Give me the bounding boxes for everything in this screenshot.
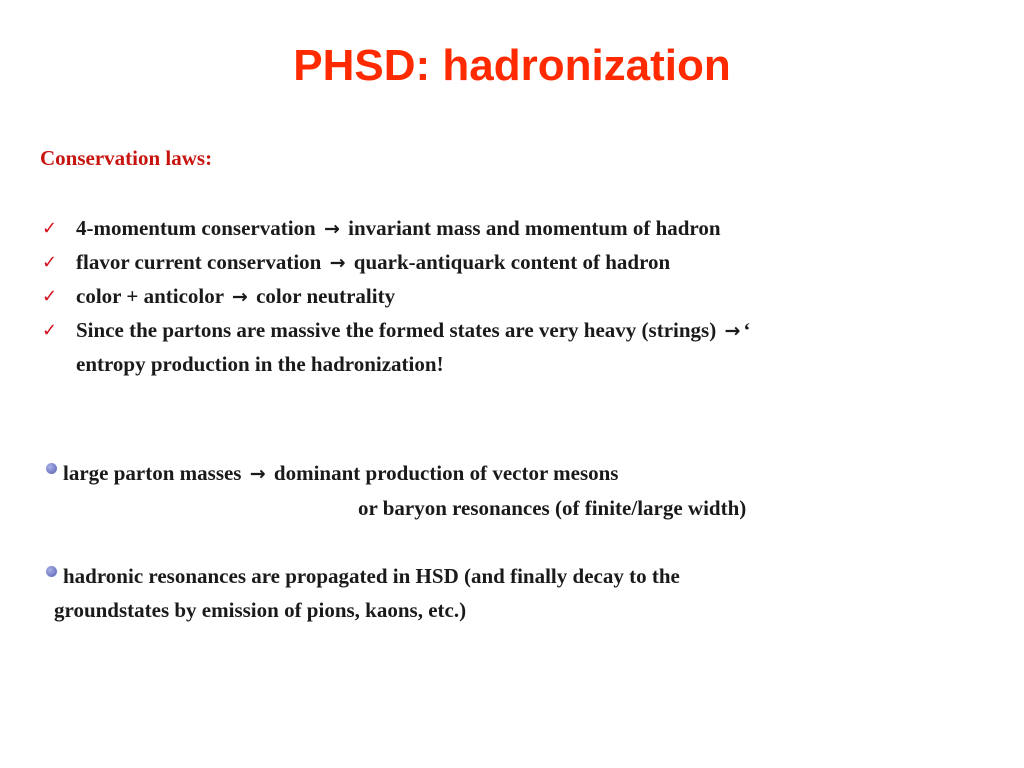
arrow-right-icon: →: [724, 320, 741, 342]
bullet-text: large parton masses: [63, 461, 242, 485]
item-text: flavor current conservation: [76, 250, 322, 274]
item-result: quark-antiquark content of hadron: [353, 250, 671, 274]
list-item: [40, 212, 1000, 246]
arrow-right-icon: →: [249, 463, 266, 485]
bullet-item-parton-masses: [46, 456, 986, 525]
arrow-right-icon: →: [231, 286, 248, 308]
list-item: [40, 314, 1000, 381]
checkmark-icon: ✓: [42, 252, 58, 273]
list-item: [40, 246, 1000, 280]
bullet-icon: [46, 463, 57, 474]
conservation-list: [40, 212, 1000, 381]
item-result: ‘: [743, 318, 751, 342]
bullet-result: dominant production of vector mesons: [273, 461, 619, 485]
checkmark-icon: ✓: [42, 218, 58, 239]
checkmark-icon: ✓: [42, 320, 58, 341]
item-text: color + anticolor: [76, 284, 224, 308]
item-text-continued: entropy production in the hadronization!: [76, 352, 444, 376]
section-heading: Conservation laws:: [40, 146, 213, 170]
item-result: invariant mass and momentum of hadron: [348, 216, 721, 240]
arrow-right-icon: →: [323, 218, 340, 240]
item-result: color neutrality: [256, 284, 396, 308]
checkmark-icon: ✓: [42, 286, 58, 307]
arrow-right-icon: →: [329, 252, 346, 274]
item-text: 4-momentum conservation: [76, 216, 316, 240]
bullet-text-continued: or baryon resonances (of finite/large width): [358, 496, 747, 520]
bullet-icon: [46, 566, 57, 577]
bullet-text: hadronic resonances are propagated in HSD (and finally decay to the: [63, 564, 680, 588]
item-text: Since the partons are massive the formed states are very heavy (strings): [76, 318, 717, 342]
slide-title: PHSD: hadronization: [293, 41, 731, 90]
bullet-text-continued: groundstates by emission of pions, kaons, etc.): [54, 598, 467, 622]
list-item: [40, 280, 1000, 314]
bullet-item-hadronic-resonances: [46, 559, 986, 627]
